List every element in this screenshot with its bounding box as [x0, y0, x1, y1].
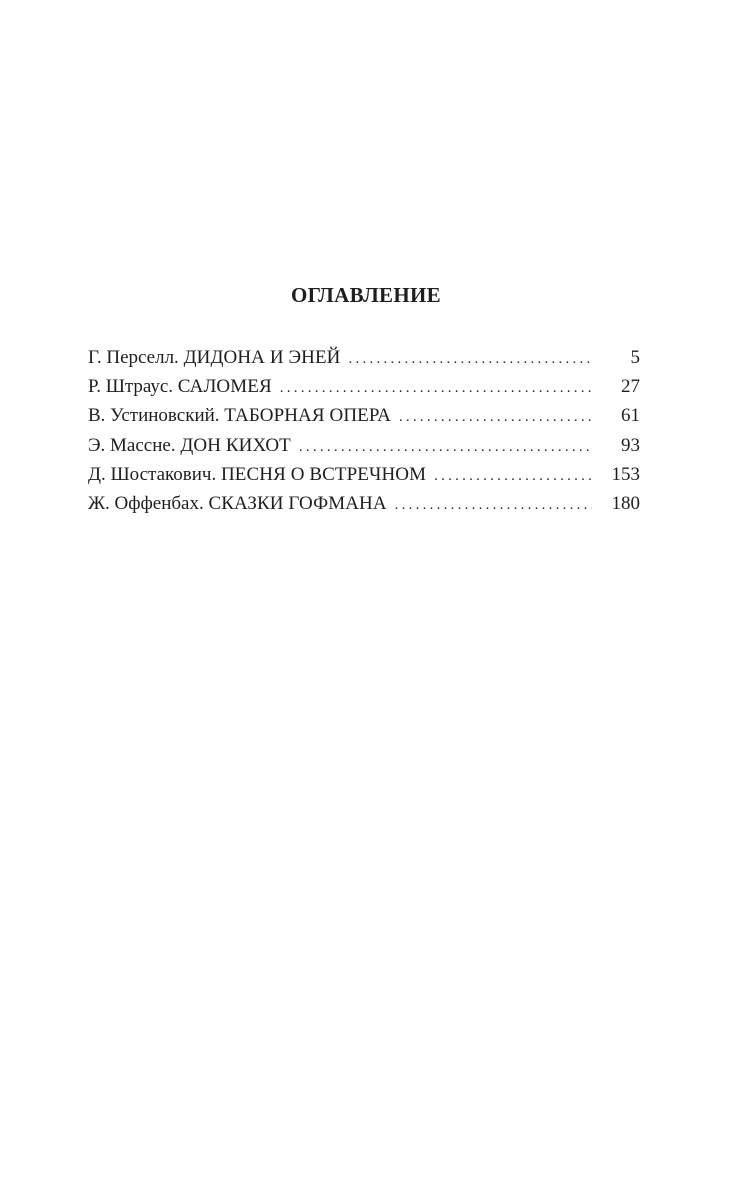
toc-entry-title	[88, 460, 426, 489]
toc-entry	[88, 489, 640, 518]
toc-dot-leader	[348, 345, 592, 374]
toc-title: ОГЛАВЛЕНИЕ	[291, 283, 441, 307]
toc-dot-leader	[280, 374, 592, 403]
toc-entry-work: ПЕСНЯ О ВСТРЕЧНОМ	[220, 463, 427, 485]
toc-entry-page: 180	[611, 492, 640, 514]
toc-entry-title	[88, 489, 387, 518]
toc-dot-leader	[434, 462, 592, 491]
toc-entry-title	[88, 401, 391, 430]
toc-entry-author: Э. Массне.	[88, 434, 176, 456]
toc-entry-author: Д. Шостакович.	[88, 463, 217, 485]
toc-entry-author: В. Устиновский.	[88, 405, 220, 427]
toc-entry-page: 27	[621, 376, 640, 398]
toc-entry-work: СКАЗКИ ГОФМАНА	[208, 492, 387, 514]
toc-entry-title	[88, 431, 291, 460]
toc-entry-work: ДИДОНА И ЭНЕЙ	[183, 347, 341, 368]
toc-entry-author: Г. Перселл.	[88, 347, 179, 368]
toc-entry-author: Ж. Оффенбах.	[88, 492, 204, 514]
toc-entry-page: 153	[611, 463, 640, 485]
toc-entry	[88, 343, 640, 372]
toc-entry	[88, 401, 640, 430]
toc-entry-work: САЛОМЕЯ	[177, 376, 272, 398]
toc-entry-work: ДОН КИХОТ	[180, 434, 291, 456]
toc-entry-page: 61	[621, 405, 640, 427]
toc-dot-leader	[399, 403, 592, 432]
toc-entry-work: ТАБОРНАЯ ОПЕРА	[224, 405, 391, 427]
toc-list	[88, 343, 640, 518]
toc-entry-author: Р. Штраус.	[88, 376, 174, 398]
toc-entry-page: 5	[630, 347, 640, 368]
toc-entry-title	[88, 343, 340, 372]
toc-entry-page: 93	[621, 434, 640, 456]
toc-entry	[88, 460, 640, 489]
toc-entry	[88, 372, 640, 401]
toc-entry	[88, 431, 640, 460]
toc-entry-title	[88, 372, 272, 401]
toc-dot-leader	[299, 433, 592, 462]
toc-dot-leader	[395, 491, 592, 520]
